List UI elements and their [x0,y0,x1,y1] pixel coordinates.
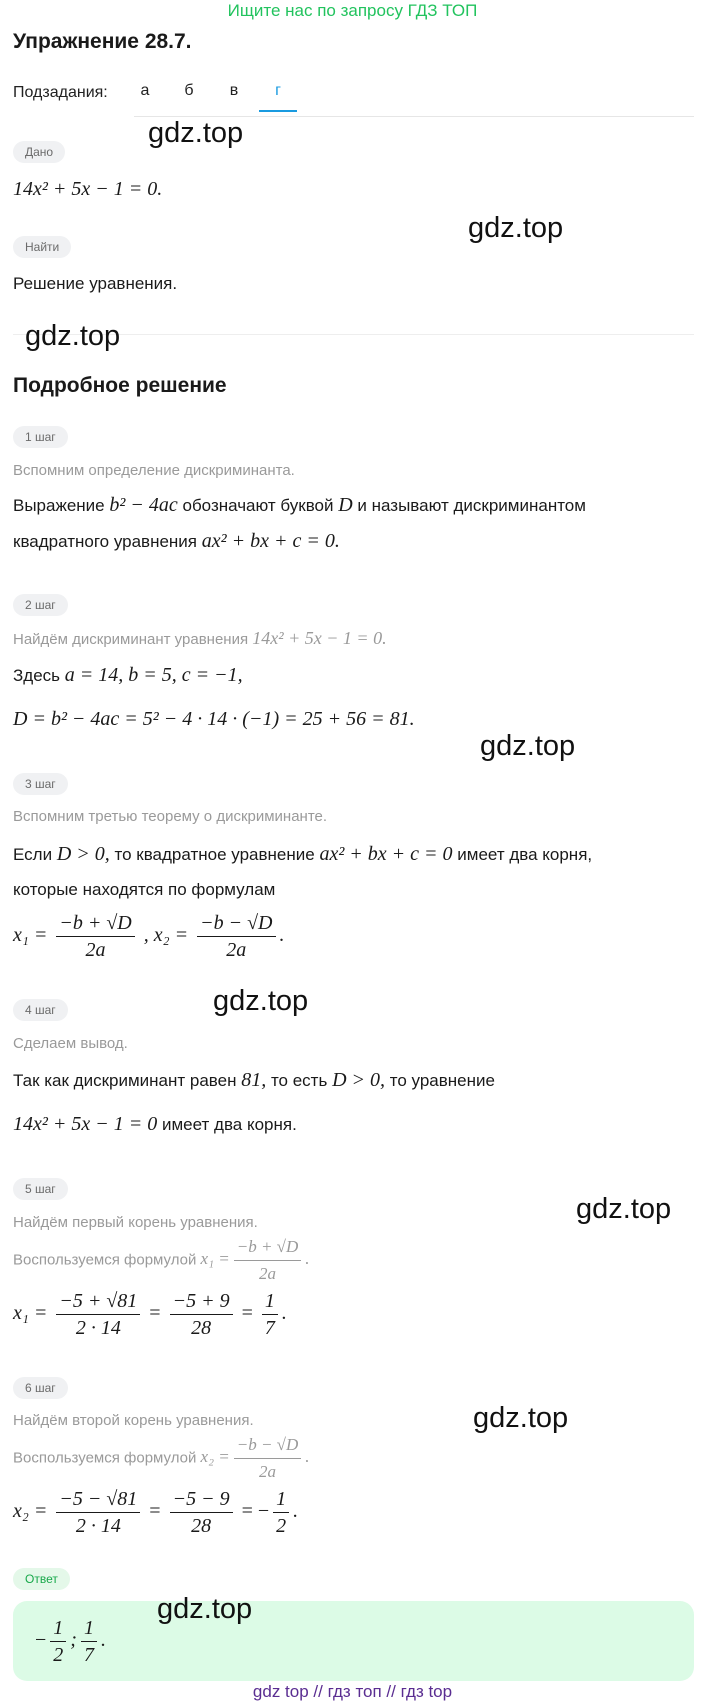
watermark: gdz.top [576,1193,672,1225]
step-5-pill: 5 шаг [13,1178,68,1200]
tab-a[interactable]: а [140,82,150,99]
step-6-pill: 6 шаг [13,1377,68,1399]
step-2-pill: 2 шаг [13,594,68,616]
step-6-hint: Найдём второй корень уравнения. [13,1412,254,1429]
step-3-hint: Вспомним третью теорему о дискриминанте. [13,808,328,825]
step-1-line1: Выражение b² − 4ac обозначают буквой D и называют дискриминантом [13,494,586,516]
step-2-hint: Найдём дискриминант уравнения 14x² + 5x − 1 = 0. [13,628,387,648]
answer-pill: Ответ [13,1568,70,1590]
step-2-line1: Здесь a = 14, b = 5, c = −1, [13,664,243,686]
step-3-line1: Если D > 0, то квадратное уравнение ax² + bx + c = 0 имеет два корня, [13,843,593,865]
tab-v[interactable]: в [229,82,239,99]
promo-banner[interactable]: Ищите нас по запросу ГДЗ ТОП [227,1,478,20]
given-equation: 14x² + 5x − 1 = 0. [13,178,163,200]
step-4-line1: Так как дискриминант равен 81, то есть D > 0, то уравнение [13,1069,495,1091]
watermark: gdz.top [157,1593,253,1625]
answer-box [13,1601,694,1681]
step-3-pill: 3 шаг [13,773,68,795]
step-4-pill: 4 шаг [13,999,68,1021]
watermark: gdz.top [148,117,244,149]
step-5-formula-hint: Воспользуемся формулой x₁ = $\frac{-b + √D}{2a}$ . [13,1237,310,1283]
watermark: gdz.top [473,1402,569,1434]
tab-g[interactable]: г [259,82,297,112]
find-text: Решение уравнения. [13,274,178,293]
step-1-line2: квадратного уравнения ax² + bx + c = 0. [13,530,340,552]
page-title: Упражнение 28.7. [13,30,192,53]
step-5-calc: x₁ = $\frac{-5 + √81}{2 \cdot 14}$ = $\frac{-5 + 9}{28}$ = $\frac{1}{7}$ . [13,1290,287,1339]
step-3-formulas: x₁ = $\frac{-b + √D}{2a}$ , x₂ = $\frac{-b - √D}{2a}$ . [13,912,285,961]
step-2-line2: D = b² − 4ac = 5² − 4 · 14 · (−1) = 25 + 56 = 81. [13,708,415,730]
step-5-hint: Найдём первый корень уравнения. [13,1214,258,1231]
step-4-line2: 14x² + 5x − 1 = 0 имеет два корня. [13,1113,297,1135]
step-1-hint: Вспомним определение дискриминанта. [13,462,295,479]
subtasks-label: Подзадания: [13,84,108,101]
answer-value: − $\frac{1}{2}$ ; $\frac{1}{7}$ . [35,1617,106,1666]
step-6-calc: x₂ = $\frac{-5 - √81}{2 \cdot 14}$ = $\frac{-5 - 9}{28}$ = − $\frac{1}{2}$ . [13,1488,299,1537]
watermark: gdz.top [25,320,121,352]
tab-b[interactable]: б [184,82,194,99]
step-3-line2: которые находятся по формулам [13,880,276,899]
footer-links[interactable]: gdz top // гдз топ // гдз top [252,1682,453,1701]
step-4-hint: Сделаем вывод. [13,1035,128,1052]
given-pill: Дано [13,141,65,163]
solution-title: Подробное решение [13,374,227,397]
watermark: gdz.top [213,985,309,1017]
step-6-formula-hint: Воспользуемся формулой x₂ = $\frac{-b - √D}{2a}$ . [13,1435,310,1481]
watermark: gdz.top [468,212,564,244]
subtasks-tabs [134,76,694,117]
watermark: gdz.top [480,730,576,762]
find-pill: Найти [13,236,71,258]
step-1-pill: 1 шаг [13,426,68,448]
